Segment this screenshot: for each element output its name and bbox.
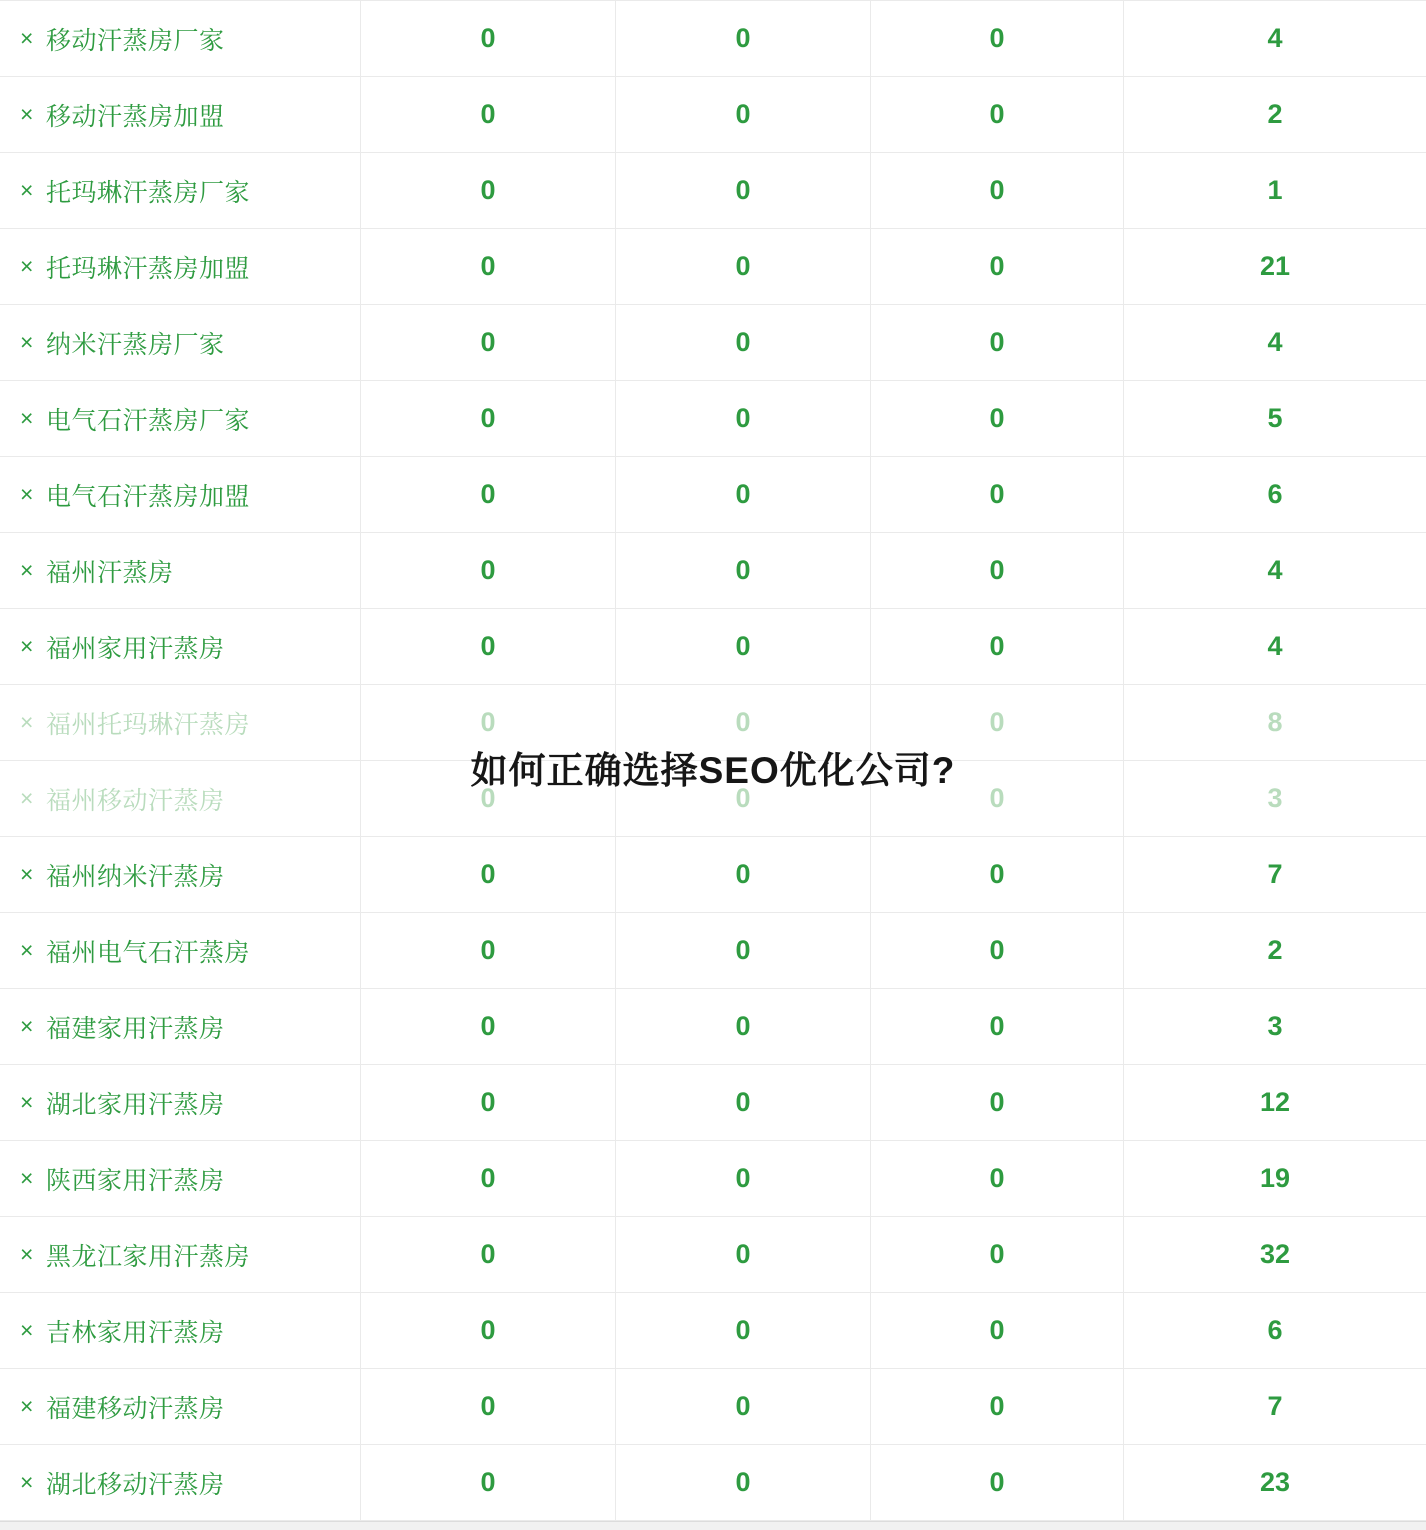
metric-value-1: 0 [361,1141,616,1216]
keyword-label[interactable]: 吉林家用汗蒸房 [45,1318,225,1347]
metric-value-1: 0 [361,305,616,380]
remove-keyword-icon[interactable]: × [20,177,34,203]
metric-value-3: 0 [871,533,1124,608]
metric-value-1: 0 [361,1369,616,1444]
metric-value-1: 0 [361,1065,616,1140]
metric-value-2: 0 [616,1217,871,1292]
keyword-label[interactable]: 福州托玛琳汗蒸房 [45,710,250,739]
keyword-label[interactable]: 福州家用汗蒸房 [45,634,225,663]
remove-keyword-icon[interactable]: × [20,253,34,279]
metric-value-1: 0 [361,989,616,1064]
keyword-label[interactable]: 纳米汗蒸房厂家 [45,330,225,359]
remove-keyword-icon[interactable]: × [20,785,34,811]
remove-keyword-icon[interactable]: × [20,1089,34,1115]
metric-value-4: 1 [1267,175,1283,205]
metric-value-2: 0 [616,1065,871,1140]
metric-value-3: 0 [871,685,1124,760]
keyword-label[interactable]: 福州电气石汗蒸房 [45,938,250,967]
metric-value-1: 0 [361,153,616,228]
metric-value-4: 7 [1267,1391,1283,1421]
keyword-cell [0,305,361,380]
metric-value-3: 0 [871,1,1124,76]
metric-value-3: 0 [871,77,1124,152]
metric-value-2: 0 [616,1445,871,1520]
metric-value-4: 3 [1267,1011,1283,1041]
metric-value-1: 0 [361,533,616,608]
keyword-label[interactable]: 托玛琳汗蒸房加盟 [45,254,250,283]
metric-value-3: 0 [871,381,1124,456]
metric-value-1: 0 [361,685,616,760]
keyword-label[interactable]: 陕西家用汗蒸房 [45,1166,225,1195]
metric-value-1: 0 [361,1,616,76]
metric-value-1: 0 [361,1217,616,1292]
remove-keyword-icon[interactable]: × [20,709,34,735]
metric-value-3: 0 [871,609,1124,684]
keyword-label[interactable]: 移动汗蒸房厂家 [45,26,225,55]
keyword-cell [0,989,361,1064]
metric-value-2: 0 [616,989,871,1064]
table-row [0,989,1426,1065]
remove-keyword-icon[interactable]: × [20,557,34,583]
metric-value-2: 0 [616,533,871,608]
metric-value-4: 4 [1267,555,1283,585]
metric-value-3: 0 [871,153,1124,228]
metric-value-4: 4 [1267,23,1283,53]
metric-value-1: 0 [361,457,616,532]
metric-value-3: 0 [871,1445,1124,1520]
metric-value-4: 32 [1259,1239,1291,1269]
metric-value-4: 2 [1267,99,1283,129]
metric-value-4: 5 [1267,403,1283,433]
keyword-cell [0,533,361,608]
keyword-cell [0,153,361,228]
remove-keyword-icon[interactable]: × [20,937,34,963]
metric-value-2: 0 [616,1293,871,1368]
metric-value-1: 0 [361,913,616,988]
metric-value-4: 6 [1267,479,1283,509]
keyword-cell [0,1065,361,1140]
metric-value-3: 0 [871,1293,1124,1368]
metric-value-1: 0 [361,1445,616,1520]
table-row [0,305,1426,381]
metric-value-2: 0 [616,609,871,684]
keyword-cell [0,609,361,684]
table-row [0,913,1426,989]
remove-keyword-icon[interactable]: × [20,25,34,51]
keyword-cell [0,457,361,532]
keyword-label[interactable]: 移动汗蒸房加盟 [45,102,225,131]
keyword-cell [0,1445,361,1520]
keyword-cell [0,1,361,76]
metric-value-2: 0 [616,229,871,304]
metric-value-2: 0 [616,153,871,228]
keyword-cell [0,1293,361,1368]
remove-keyword-icon[interactable]: × [20,329,34,355]
metric-value-4: 2 [1267,935,1283,965]
metric-value-2: 0 [616,1141,871,1216]
remove-keyword-icon[interactable]: × [20,1013,34,1039]
table-row [0,1445,1426,1521]
remove-keyword-icon[interactable]: × [20,633,34,659]
table-row [0,381,1426,457]
remove-keyword-icon[interactable]: × [20,1317,34,1343]
keyword-cell [0,1141,361,1216]
metric-value-4: 7 [1267,859,1283,889]
metric-value-2: 0 [616,1,871,76]
table-row [0,609,1426,685]
remove-keyword-icon[interactable]: × [20,405,34,431]
metric-value-2: 0 [616,77,871,152]
keyword-label[interactable]: 福州纳米汗蒸房 [45,862,225,891]
metric-value-3: 0 [871,989,1124,1064]
keyword-label[interactable]: 福州移动汗蒸房 [45,786,225,815]
metric-value-2: 0 [616,457,871,532]
metric-value-4: 8 [1267,707,1283,737]
metric-value-2: 0 [616,761,871,836]
remove-keyword-icon[interactable]: × [20,1469,34,1495]
page-title: 如何正确选择SEO优化公司? [470,750,956,791]
metric-value-1: 0 [361,609,616,684]
keyword-label[interactable]: 湖北家用汗蒸房 [45,1090,225,1119]
metric-value-4: 4 [1267,631,1283,661]
metric-value-4: 4 [1267,327,1283,357]
metric-value-1: 0 [361,1293,616,1368]
keyword-label[interactable]: 电气石汗蒸房加盟 [45,482,250,511]
metric-value-3: 0 [871,1065,1124,1140]
metric-value-3: 0 [871,305,1124,380]
table-bottom-edge [0,1521,1426,1530]
table-row [0,1,1426,77]
keyword-cell [0,1217,361,1292]
metric-value-3: 0 [871,1141,1124,1216]
metric-value-1: 0 [361,761,616,836]
table-row [0,1293,1426,1369]
keyword-cell [0,837,361,912]
metric-value-1: 0 [361,229,616,304]
keyword-label[interactable]: 黑龙江家用汗蒸房 [45,1242,250,1271]
remove-keyword-icon[interactable]: × [20,1165,34,1191]
table-row [0,837,1426,913]
keyword-label[interactable]: 福州汗蒸房 [45,558,174,587]
table-row [0,153,1426,229]
table-row [0,1369,1426,1445]
metric-value-4: 21 [1259,251,1291,281]
metric-value-3: 0 [871,457,1124,532]
keyword-cell [0,1369,361,1444]
remove-keyword-icon[interactable]: × [20,1241,34,1267]
metric-value-3: 0 [871,1369,1124,1444]
keyword-label[interactable]: 福建移动汗蒸房 [45,1394,225,1423]
table-row [0,533,1426,609]
metric-value-2: 0 [616,837,871,912]
table-row [0,1065,1426,1141]
metric-value-3: 0 [871,1217,1124,1292]
metric-value-3: 0 [871,229,1124,304]
remove-keyword-icon[interactable]: × [20,861,34,887]
metric-value-2: 0 [616,913,871,988]
keyword-cell [0,77,361,152]
metric-value-4: 12 [1259,1087,1291,1117]
metric-value-3: 0 [871,913,1124,988]
table-row [0,77,1426,153]
metric-value-1: 0 [361,77,616,152]
keyword-label[interactable]: 托玛琳汗蒸房厂家 [45,178,250,207]
metric-value-3: 0 [871,761,1124,836]
metric-value-4: 6 [1267,1315,1283,1345]
keyword-label[interactable]: 电气石汗蒸房厂家 [45,406,250,435]
metric-value-2: 0 [616,685,871,760]
metric-value-1: 0 [361,837,616,912]
table-row [0,229,1426,305]
metric-value-1: 0 [361,381,616,456]
keyword-cell [0,913,361,988]
keyword-cell [0,229,361,304]
keyword-label[interactable]: 湖北移动汗蒸房 [45,1470,225,1499]
metric-value-4: 19 [1259,1163,1291,1193]
remove-keyword-icon[interactable]: × [20,101,34,127]
keyword-label[interactable]: 福建家用汗蒸房 [45,1014,225,1043]
metric-value-2: 0 [616,305,871,380]
keyword-cell [0,381,361,456]
metric-value-4: 3 [1267,783,1283,813]
remove-keyword-icon[interactable]: × [20,1393,34,1419]
metric-value-4: 23 [1259,1467,1291,1497]
table-row [0,457,1426,533]
metric-value-2: 0 [616,1369,871,1444]
metric-value-2: 0 [616,381,871,456]
table-row [0,1141,1426,1217]
table-row [0,1217,1426,1293]
remove-keyword-icon[interactable]: × [20,481,34,507]
metric-value-3: 0 [871,837,1124,912]
